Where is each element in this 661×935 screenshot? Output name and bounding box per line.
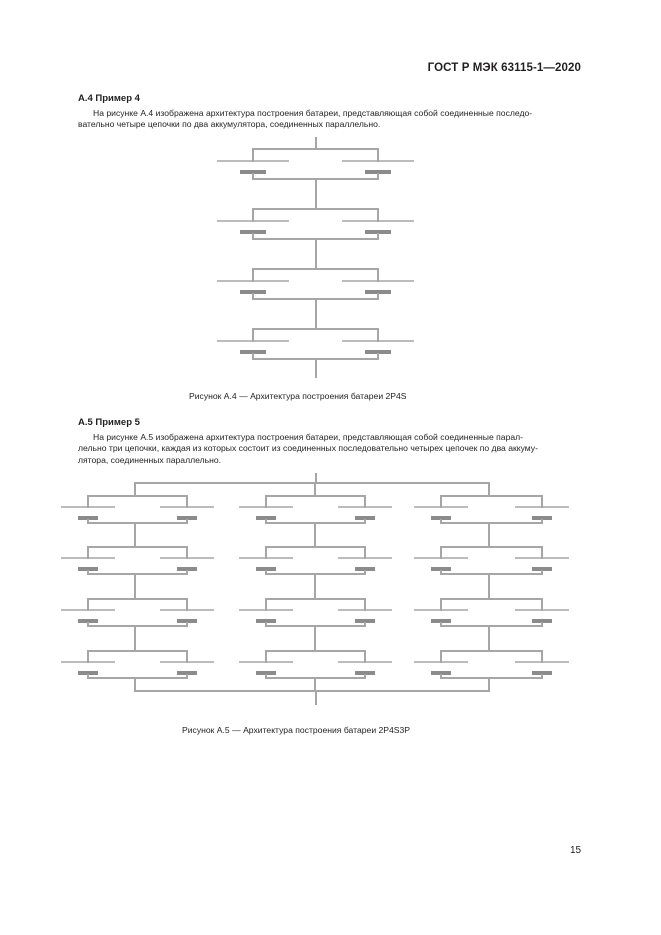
block-top-bus: [441, 651, 542, 662]
page-number: 15: [570, 845, 582, 856]
block-top-bus: [441, 599, 542, 610]
block-bottom-bus: [441, 675, 542, 678]
block-bottom-bus: [441, 571, 542, 574]
block-bottom-bus: [88, 675, 187, 678]
block-top-bus: [88, 547, 187, 558]
figure-a5-circuit: [61, 474, 569, 704]
block-top-bus: [253, 329, 378, 341]
block-top-bus: [441, 496, 542, 507]
block-top-bus: [266, 496, 365, 507]
block-top-bus: [88, 599, 187, 610]
parallel-top-bus: [135, 483, 489, 496]
section-a5-line2: лельно три цепочки, каждая из которых состоит из соединенных последовательно четырех цепочек по два аккуму-: [78, 443, 538, 454]
block-top-bus: [266, 599, 365, 610]
block-bottom-bus: [88, 520, 187, 523]
section-a4-line1: На рисунке А.4 изображена архитектура построения батареи, представляющая собой соединенные последо-: [93, 108, 533, 118]
section-a5-line1: На рисунке А.5 изображена архитектура построения батареи, представляющая собой соединенные парал-: [93, 432, 524, 442]
section-a5-text: [78, 432, 583, 466]
figure-a4-circuit: [217, 138, 414, 377]
block-top-bus: [253, 209, 378, 221]
block-top-bus: [266, 547, 365, 558]
figure-a5-caption: Рисунок А.5 — Архитектура построения батареи 2P4S3P: [182, 725, 411, 735]
document-id: ГОСТ Р МЭК 63115-1—2020: [427, 62, 581, 74]
block-top-bus: [88, 651, 187, 662]
block-bottom-bus: [88, 571, 187, 574]
section-a4-line2: вательно четыре цепочки по два аккумулятора, соединенных параллельно.: [78, 119, 381, 130]
block-bottom-bus: [88, 623, 187, 626]
block-top-bus: [441, 547, 542, 558]
section-a5-heading: А.5 Пример 5: [78, 417, 140, 428]
section-a5-line3: лятора, соединенных параллельно.: [78, 454, 221, 465]
block-bottom-bus: [441, 623, 542, 626]
block-top-bus: [266, 651, 365, 662]
block-bottom-bus: [441, 520, 542, 523]
block-top-bus: [253, 149, 378, 161]
block-top-bus: [253, 269, 378, 281]
section-a4-heading: А.4 Пример 4: [78, 93, 140, 104]
block-top-bus: [88, 496, 187, 507]
figure-a4-caption: Рисунок А.4 — Архитектура построения батареи 2P4S: [189, 391, 407, 401]
